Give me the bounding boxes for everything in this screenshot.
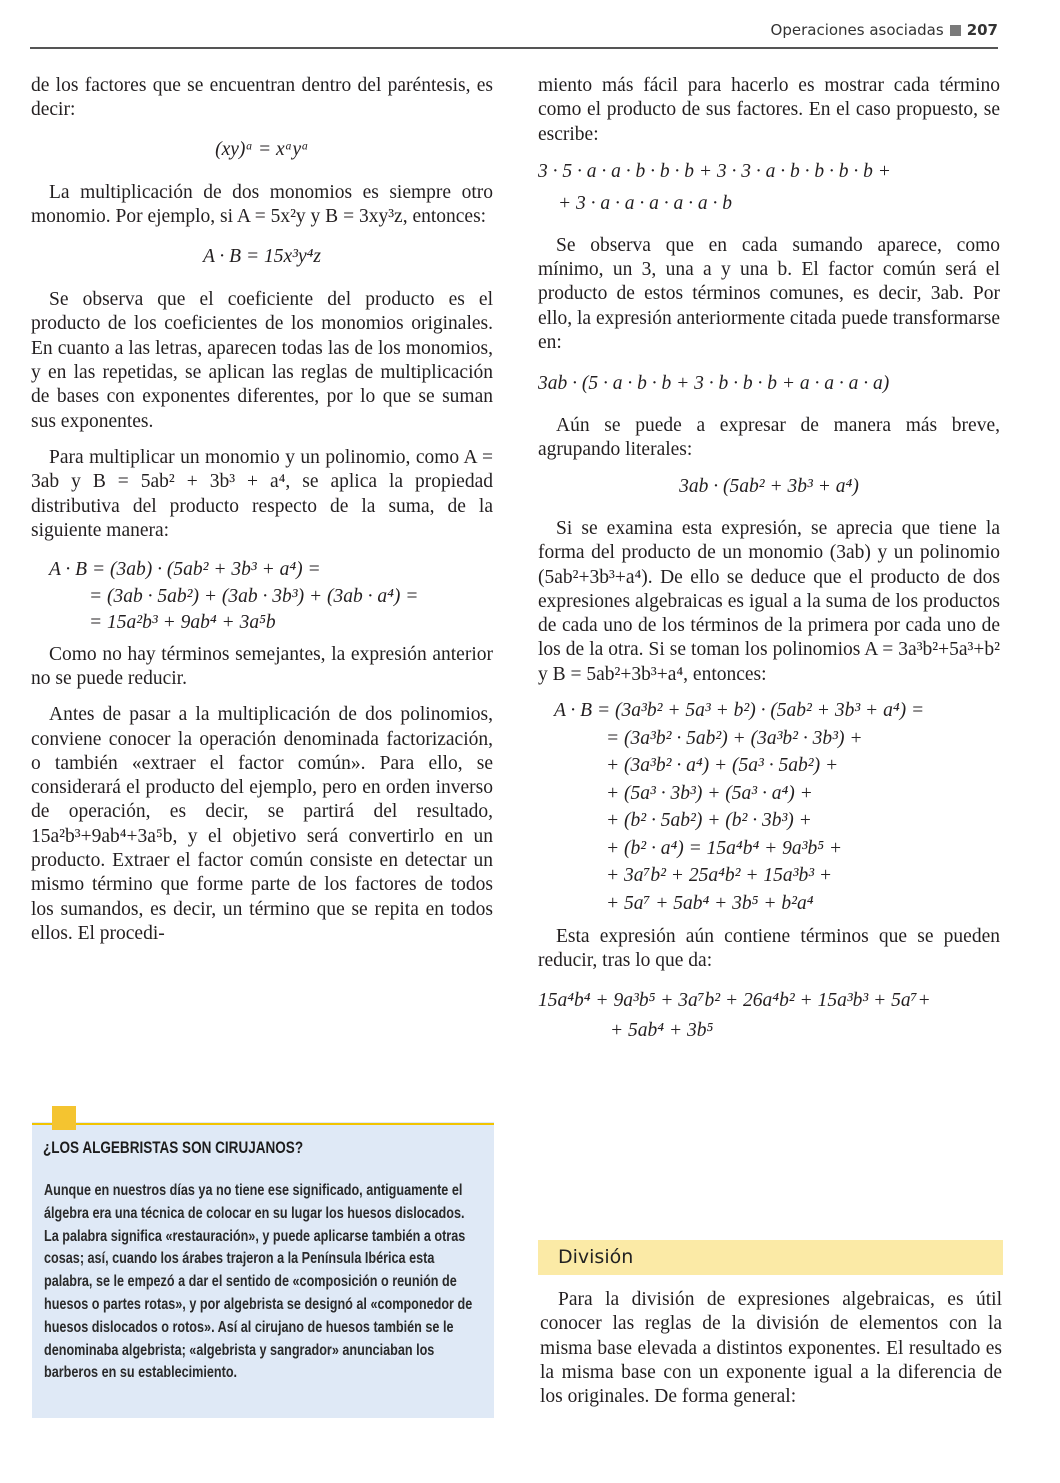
paragraph: Para multiplicar un monomio y un polinomio, como A = 3ab y B = 5ab² + 3b³ + a⁴, se aplica la propiedad distributiva del producto respecto de la suma, de la siguiente manera:	[31, 446, 493, 541]
equation-block	[538, 988, 1000, 1045]
paragraph: Como no hay términos semejantes, la expresión anterior no se puede reducir.	[31, 643, 493, 689]
equation-line: + 3a⁷b² + 25a⁴b² + 15a³b³ +	[606, 865, 833, 887]
equation-block	[538, 159, 1000, 218]
equation-line: A · B = (3a³b² + 5a³ + b²) · (5ab² + 3b³ + a⁴) =	[554, 700, 925, 722]
equation-line: 15a⁴b⁴ + 9a³b⁵ + 3a⁷b² + 26a⁴b² + 15a³b³ + 5a⁷+	[538, 989, 931, 1011]
sidebar-rule	[32, 1123, 494, 1125]
paragraph: Aún se puede a expresar de manera más breve, agrupando literales:	[538, 414, 1000, 461]
running-header	[771, 21, 998, 39]
equation-line: + (3a³b² · a⁴) + (5a³ · 5ab²) +	[606, 755, 839, 777]
paragraph: Antes de pasar a la multiplicación de dos polinomios, conviene conocer la operación denominada factorización, o también «extraer el factor común». Para ello, se considerará el producto del ejemplo, pero en orden inverso de operación, es decir, se partirá del resultado, 15a²b³+9ab⁴+3a⁵b, y el objetivo será convertirlo en un producto. Extraer el factor común consiste en detectar un mismo término que forme parte de los factores de todos los sumandos, es decir, un término que se repita en todos ellos. El procedi-	[31, 704, 493, 944]
right-column	[538, 74, 1000, 1045]
equation-line: + (b² · a⁴) = 15a⁴b⁴ + 9a³b⁵ +	[606, 837, 843, 859]
equation-line: = 15a²b³ + 9ab⁴ + 3a⁵b	[89, 612, 276, 634]
equation-line: = (3ab · 5ab²) + (3ab · 3b³) + (3ab · a⁴) =	[89, 585, 419, 607]
paragraph: La multiplicación de dos monomios es siempre otro monomio. Por ejemplo, si A = 5x²y y B = 3xy³z, entonces:	[31, 182, 493, 228]
header-square-icon	[950, 25, 961, 36]
equation: A · B = 15x³y⁴z	[202, 245, 322, 267]
paragraph: Se observa que el coeficiente del producto es el producto de los coeficientes de los monomios originales. En cuanto a las letras, aparecen todas las de los monomios, y en las repetidas, se aplican las reglas de multiplicación de bases con exponentes diferentes, por lo que se suman sus exponentes.	[31, 289, 493, 432]
page-number: 207	[966, 21, 998, 39]
equation-line: + 5ab⁴ + 3b⁵	[610, 1020, 714, 1042]
equation-line: = (3a³b² · 5ab²) + (3a³b² · 3b³) +	[606, 727, 863, 749]
equation: 3ab · (5 · a · b · b + 3 · b · b · b + a · a · a · a)	[538, 373, 890, 395]
sidebar-title: ¿LOS ALGEBRISTAS SON CIRUJANOS?	[43, 1139, 304, 1157]
paragraph: Para la división de expresiones algebraicas, es útil conocer las reglas de la división de elementos con la misma base elevada a distintos exponentes. El resultado es la misma base con un exponente igual a la diferencia de los originales. De forma general:	[540, 1289, 1002, 1408]
equation-line: + 3 · a · a · a · a · a · b	[558, 193, 733, 215]
running-title: Operaciones asociadas	[770, 21, 944, 39]
equation: (xy)ᵃ = xᵃyᵃ	[215, 138, 309, 160]
paragraph: Si se examina esta expresión, se aprecia que tiene la forma del producto de un monomio (3ab) y un polinomio (5ab²+3b³+a⁴). De ello se deduce que el producto de dos expresiones algebraicas es igual a la suma de los productos de cada uno de los términos de la primera por cada uno de los de la otra. Si se toman los polinomios A = 3a³b²+5a³+b² y B = 5ab²+3b³+a⁴, entonces:	[538, 517, 1000, 685]
equation: 3ab · (5ab² + 3b³ + a⁴)	[679, 476, 859, 498]
paragraph: de los factores que se encuentran dentro del paréntesis, es decir:	[31, 75, 493, 121]
left-column	[31, 74, 493, 946]
paragraph: Esta expresión aún contiene términos que se pueden reducir, tras lo que da:	[538, 926, 1000, 972]
equation-line: + (b² · 5ab²) + (b² · 3b³) +	[606, 810, 812, 832]
equation-line: A · B = (3ab) · (5ab² + 3b³ + a⁴) =	[49, 559, 321, 581]
section-title: División	[558, 1246, 634, 1268]
paragraph: Se observa que en cada sumando aparece, como mínimo, un 3, una a y una b. El factor común será el producto de estos términos comunes, es decir, 3ab. Por ello, la expresión anteriormente citada puede transformarse en:	[538, 234, 1000, 354]
paragraph: miento más fácil para hacerlo es mostrar cada término como el producto de sus factores. En el caso propuesto, se escribe:	[538, 75, 1000, 145]
equation-line: + 5a⁷ + 5ab⁴ + 3b⁵ + b²a⁴	[606, 892, 814, 914]
division-section	[540, 1288, 1002, 1409]
equation-line: + (5a³ · 3b³) + (5a³ · a⁴) +	[606, 782, 813, 804]
sidebar-body: Aunque en nuestros días ya no tiene ese significado, antiguamente el álgebra era una técnica de colocar en su lugar los huesos dislocados. La palabra significa «restauración», y puede aplicarse también a otras cosas; así, cuando los árabes trajeron a la Península Ibérica esta palabra, se le empezó a dar el sentido de «composición o reunión de huesos o partes rotas», y por algebrista se designó al «componedor de huesos dislocados o rotos». Así al cirujano de huesos también se le denominaba algebrista; «algebrista y sangrador» anunciaban los barberos en su establecimiento.	[44, 1182, 473, 1382]
equation-block	[31, 557, 493, 637]
sidebar-marker-icon	[52, 1106, 76, 1130]
equation-block	[538, 697, 1000, 917]
header-rule	[30, 47, 998, 49]
equation-line: 3 · 5 · a · a · b · b · b + 3 · 3 · a · b · b · b · b +	[538, 160, 891, 182]
